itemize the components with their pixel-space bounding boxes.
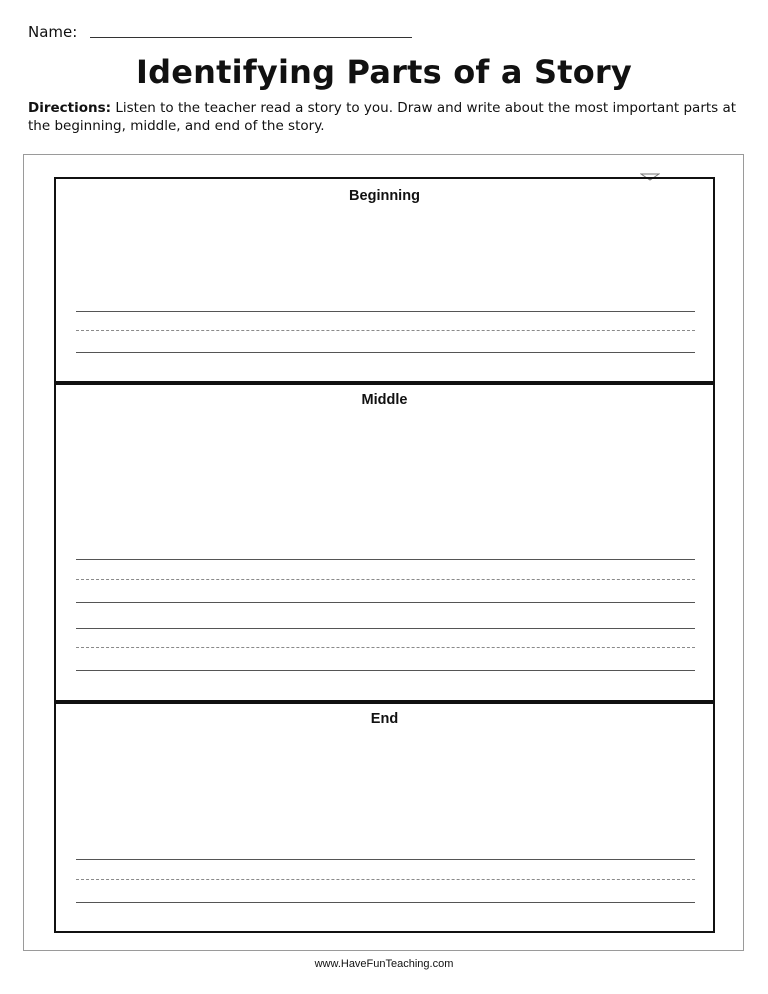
writing-midline [76, 330, 695, 331]
writing-line[interactable] [76, 559, 695, 560]
writing-line[interactable] [76, 602, 695, 603]
writing-line[interactable] [76, 859, 695, 860]
writing-line[interactable] [76, 670, 695, 671]
writing-line[interactable] [76, 311, 695, 312]
directions [28, 99, 744, 135]
name-write-line[interactable] [90, 37, 412, 38]
writing-midline [76, 647, 695, 648]
writing-line[interactable] [76, 352, 695, 353]
writing-line[interactable] [76, 902, 695, 903]
directions-label: Directions: [28, 100, 112, 116]
beginning-section [54, 177, 715, 385]
end-section [54, 700, 715, 933]
writing-line[interactable] [76, 628, 695, 629]
worksheet-title: Identifying Parts of a Story [136, 53, 632, 91]
writing-midline [76, 879, 695, 880]
beginning-title: Beginning [349, 188, 420, 204]
end-title: End [370, 711, 399, 727]
middle-title: Middle [361, 392, 408, 408]
directions-text: Listen to the teacher read a story to you. Draw and write about the most important parts at the beginning, middle, and end of the story. [28, 100, 737, 134]
writing-midline [76, 579, 695, 580]
middle-section [54, 381, 715, 704]
name-row [28, 22, 388, 42]
name-label: Name: [28, 23, 78, 41]
footer-website: www.HaveFunTeaching.com [314, 958, 454, 970]
